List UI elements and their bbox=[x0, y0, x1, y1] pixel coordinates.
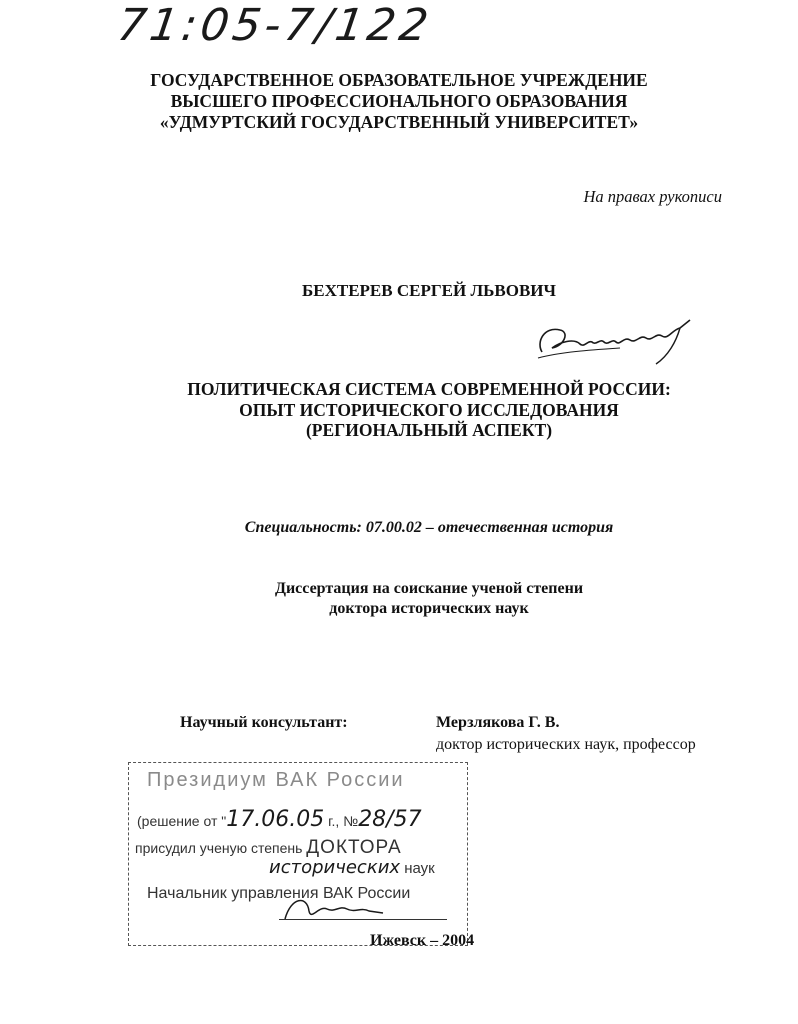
dissertation-title bbox=[0, 379, 798, 441]
consultant-name: Мерзлякова Г. В. bbox=[436, 714, 560, 731]
consultant-title: доктор исторических наук, профессор bbox=[436, 736, 696, 753]
degree-statement bbox=[0, 579, 798, 619]
author-signature bbox=[530, 312, 710, 372]
city-year: Ижевск – 2004 bbox=[370, 932, 475, 949]
stamp-award-degree: ДОКТОРА bbox=[306, 837, 402, 858]
institution-header bbox=[0, 70, 798, 133]
stamp-award bbox=[135, 837, 402, 859]
rights-note: На правах рукописи bbox=[583, 187, 722, 206]
stamp-award-prefix: присудил ученую степень bbox=[135, 840, 307, 856]
archive-code: 71:05-7/122 bbox=[114, 0, 436, 51]
institution-line-1: ГОСУДАРСТВЕННОЕ ОБРАЗОВАТЕЛЬНОЕ УЧРЕЖДЕНИЕ bbox=[150, 70, 648, 90]
institution-line-2: ВЫСШЕГО ПРОФЕССИОНАЛЬНОГО ОБРАЗОВАНИЯ bbox=[170, 91, 628, 111]
author-name: БЕХТЕРЕВ СЕРГЕЙ ЛЬВОВИЧ bbox=[302, 281, 556, 300]
stamp-signature-line bbox=[279, 919, 447, 920]
stamp-decision bbox=[137, 807, 422, 832]
specialty: Специальность: 07.00.02 – отечественная история bbox=[244, 519, 614, 536]
title-line-2: ОПЫТ ИСТОРИЧЕСКОГО ИССЛЕДОВАНИЯ bbox=[239, 399, 619, 420]
stamp-field-suffix: наук bbox=[404, 860, 435, 877]
stamp-decision-number: 28/57 bbox=[358, 807, 422, 832]
institution-line-3: «УДМУРТСКИЙ ГОСУДАРСТВЕННЫЙ УНИВЕРСИТЕТ» bbox=[159, 112, 639, 132]
vak-stamp bbox=[128, 762, 468, 946]
stamp-field bbox=[269, 857, 435, 878]
stamp-decision-mid: г., № bbox=[328, 813, 359, 829]
stamp-header: Президиум ВАК России bbox=[147, 769, 405, 791]
title-line-3: (РЕГИОНАЛЬНЫЙ АСПЕКТ) bbox=[305, 420, 553, 440]
degree-line-1: Диссертация на соискание ученой степени bbox=[274, 580, 584, 597]
stamp-decision-prefix: (решение от " bbox=[137, 813, 227, 829]
consultant-label: Научный консультант: bbox=[180, 714, 348, 731]
stamp-chief: Начальник управления ВАК России bbox=[147, 885, 411, 902]
title-line-1: ПОЛИТИЧЕСКАЯ СИСТЕМА СОВРЕМЕННОЙ РОССИИ: bbox=[187, 379, 671, 399]
stamp-decision-date: 17.06.05 bbox=[226, 807, 325, 832]
stamp-field-hand: исторических bbox=[269, 857, 401, 878]
degree-line-2: доктора исторических наук bbox=[329, 600, 529, 617]
